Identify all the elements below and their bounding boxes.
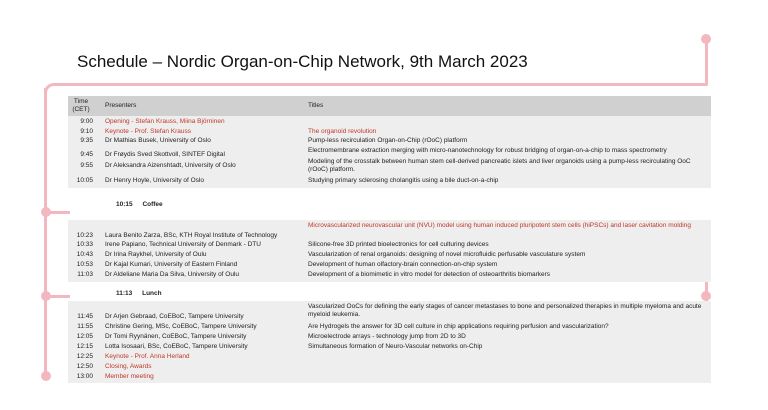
presenter-cell: Member meeting (105, 373, 154, 380)
time-cell: 12:15 (76, 343, 93, 350)
title-cell: The organoid revolution (308, 128, 377, 135)
table-header (68, 96, 711, 116)
time-cell: 12:25 (76, 353, 93, 360)
coffee-label: Coffee (142, 201, 163, 208)
timeline-dot (701, 34, 711, 44)
presenter-cell: Lotta Isosaari, BSc, CoEBoC, Tampere University (105, 343, 248, 350)
title-cell: Vascularization of renal organoids: designing of novel microfluidic perfusable vasculature system (308, 251, 586, 258)
presenter-cell: Dr Aldeliane Maria Da Silva, University of Oulu (105, 271, 240, 278)
coffee-time: 10:15 (116, 201, 133, 208)
time-cell: 12:50 (76, 363, 93, 370)
presenter-cell: Dr Henry Hoyle, University of Oslo (105, 177, 204, 184)
title-cell: Development of human olfactory-brain connection-on-chip system (308, 261, 498, 268)
header-time: Time (CET) (72, 98, 90, 113)
presenter-cell: Keynote - Prof. Anna Herland (105, 353, 190, 360)
title-cell: Microvascularized neurovascular unit (NVU) model using human induced pluripotent stem cells (hiPSCs) and laser cavitation molding (308, 222, 691, 229)
presenter-cell: Laura Benito Zarza, BSc, KTH Royal Institute of Technology (105, 232, 278, 239)
title-cell: Pump-less recirculation Organ-on-Chip (rOoC) platform (308, 137, 468, 144)
title-cell: Microelectrode arrays - technology jump from 2D to 3D (308, 333, 466, 340)
presenter-cell: Christine Gering, MSc, CoEBoC, Tampere University (105, 323, 257, 330)
timeline-branch (46, 295, 70, 298)
time-cell: 10:05 (76, 177, 93, 184)
time-cell: 11:55 (77, 323, 93, 330)
time-cell: 11:03 (77, 271, 93, 278)
coffee-break (116, 201, 163, 208)
time-cell: 11:45 (77, 313, 93, 320)
presenter-cell: Dr Aleksandra Aizenshtadt, University of Oslo (105, 162, 236, 169)
timeline-branch (46, 211, 70, 214)
page-title: Schedule – Nordic Organ-on-Chip Network, 9th March 2023 (77, 52, 528, 71)
time-cell: 10:53 (76, 261, 93, 268)
timeline-connector (60, 83, 708, 86)
presenter-cell: Keynote - Prof. Stefan Krauss (105, 128, 191, 135)
presenter-cell: Closing, Awards (105, 363, 152, 370)
presenter-cell: Opening - Stefan Krauss, Miina Björninen (105, 118, 225, 125)
timeline-top-right (705, 40, 708, 85)
title-cell: Silicone-free 3D printed bioelectronics for cell culturing devices (308, 241, 489, 248)
time-cell: 13:00 (76, 373, 93, 380)
lunch-label: Lunch (142, 290, 162, 297)
title-cell: Studying primary sclerosing cholangitis using a bile duct-on-a-chip (308, 177, 499, 184)
time-cell: 12:05 (76, 333, 93, 340)
timeline-corner (44, 83, 66, 94)
presenter-cell: Dr Irina Raykhel, University of Oulu (105, 251, 207, 258)
title-cell: Simultaneous formation of Neuro-Vascular networks on-Chip (308, 343, 483, 350)
time-cell: 10:43 (76, 251, 93, 258)
time-cell: 9:55 (80, 162, 93, 169)
presenter-cell: Dr Tomi Ryynänen, CoEBoC, Tampere University (105, 333, 247, 340)
presenter-cell: Dr Arjen Gebraad, CoEBoC, Tampere University (105, 313, 244, 320)
title-cell: Development of a biomimetic in vitro model for detection of osteoarthritis biomarkers (308, 271, 551, 278)
lunch-time: 11:13 (116, 290, 133, 297)
presenter-cell: Dr Kajal Kumari, University of Eastern Finland (105, 261, 238, 268)
title-cell: Modeling of the crosstalk between human stem cell-derived pancreatic islets and liver organoids using a pump-less recirculating OoC (rOoC) platform. (308, 158, 691, 173)
timeline-dot (41, 371, 51, 381)
time-cell: 10:33 (76, 241, 93, 248)
title-cell: Vascularized OoCs for defining the early stages of cancer metastases to bone and personalized therapies in multiple myeloma and acute myeloid leukemia. (308, 303, 702, 318)
time-cell: 9:00 (80, 118, 93, 125)
lunch-break (116, 290, 162, 297)
time-cell: 9:35 (80, 137, 93, 144)
presenter-cell: Dr Frøydis Sved Skottvoll, SINTEF Digital (105, 151, 225, 158)
timeline-left-vertical (44, 88, 47, 376)
title-cell: Electromembrane extraction merging with micro-nanotechnology for robust bridging of organ-on-a-chip to mass spectrometry (308, 147, 667, 154)
time-cell: 9:45 (80, 151, 93, 158)
timeline-dot (701, 291, 711, 301)
title-cell: Are Hydrogels the answer for 3D cell culture in chip applications requiring perfusion and vascularization? (308, 323, 609, 330)
header-presenters: Presenters (105, 102, 137, 109)
time-cell: 9:10 (80, 128, 93, 135)
time-cell: 10:23 (76, 232, 93, 239)
header-titles: Titles (308, 102, 324, 109)
presenter-cell: Irene Papiano, Technical University of Denmark - DTU (105, 241, 261, 248)
presenter-cell: Dr Mathias Busek, University of Oslo (105, 137, 211, 144)
